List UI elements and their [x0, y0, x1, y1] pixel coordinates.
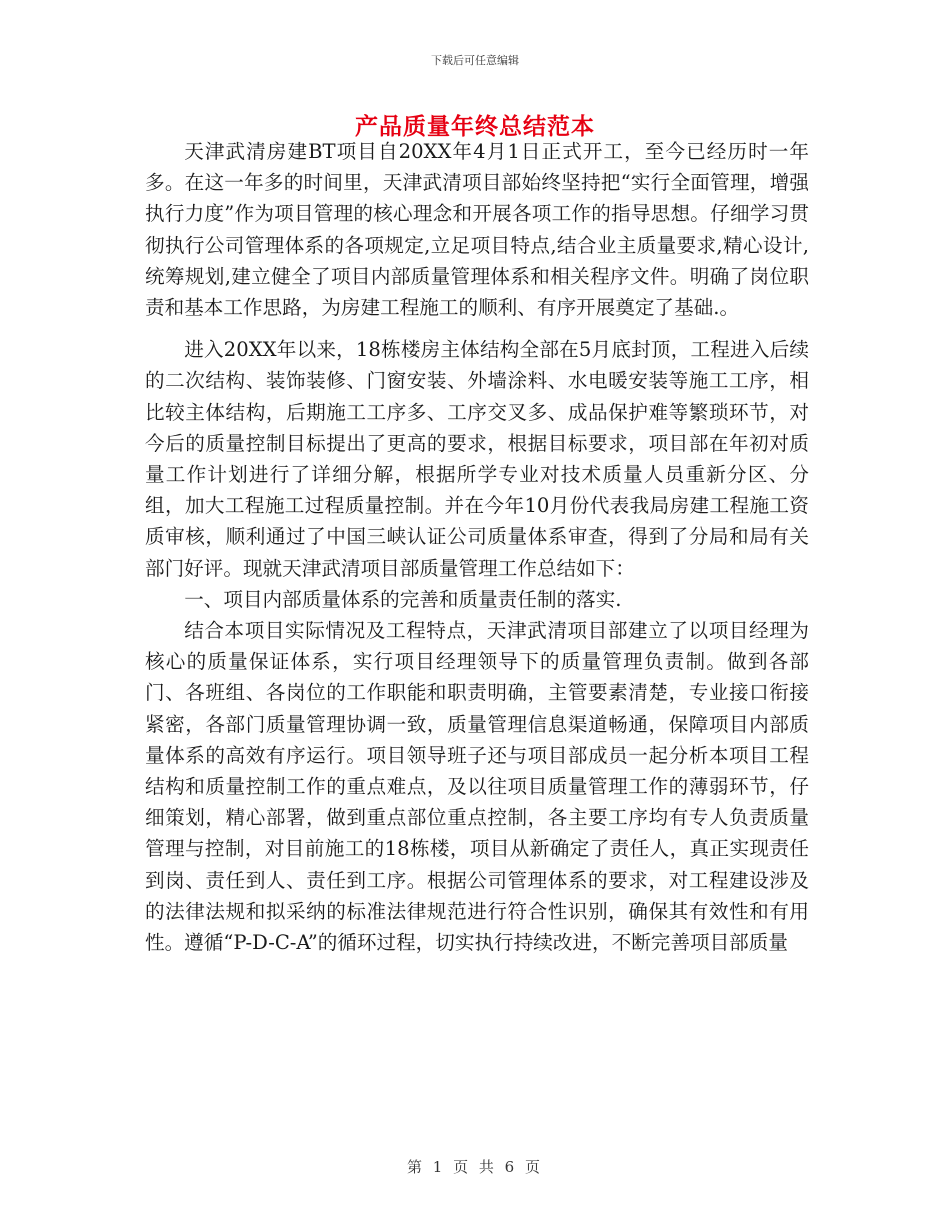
page-header: 下载后可任意编辑 [431, 54, 519, 67]
page-number: 第 1 页 共 6 页 [407, 1158, 543, 1176]
paragraph-progress: 进入20XX年以来，18栋楼房主体结构全部在5月底封顶，工程进入后续的二次结构、装饰装修、门窗安装、外墙涂料、水电暖安装等施工工序，相比较主体结构，后期施工工序多、工序交叉多、成品保护难等繁琐环节，对今后的质量控制目标提出了更高的要求，根据目标要求，项目部在年初对质量工作计划进行了详细分解，根据所学专业对技术质量人员重新分区、分组，加大工程施工过程质量控制。并在今年10月份代表我局房建工程施工资质审核，顺利通过了中国三峡认证公司质量体系审查，得到了分局和局有关部门好评。现就天津武清项目部质量管理工作总结如下： [145, 338, 809, 580]
document-title: 产品质量年终总结范本 [355, 113, 595, 140]
paragraph-quality-system: 结合本项目实际情况及工程特点，天津武清项目部建立了以项目经理为核心的质量保证体系，实行项目经理领导下的质量管理负责制。做到各部门、各班组、各岗位的工作职能和职责明确，主管要素清楚，专业接口衔接紧密，各部门质量管理协调一致，质量管理信息渠道畅通，保障项目内部质量体系的高效有序运行。项目领导班子还与项目部成员一起分析本项目工程结构和质量控制工作的重点难点，及以往项目质量管理工作的薄弱环节，仔细策划，精心部署，做到重点部位重点控制，各主要工序均有专人负责质量管理与控制，对目前施工的18栋楼，项目从新确定了责任人，真正实现责任到岗、责任到人、责任到工序。根据公司管理体系的要求，对工程建设涉及的法律法规和拟采纳的标准法律规范进行符合性识别，确保其有效性和有用性。遵循“P-D-C-A”的循环过程，切实执行持续改进，不断完善项目部质量 [145, 619, 809, 955]
paragraph-intro: 天津武清房建BT项目自20XX年4月1日正式开工，至今已经历时一年多。在这一年多的时间里，天津武清项目部始终坚持把“实行全面管理，增强执行力度”作为项目管理的核心理念和开展各项工作的指导思想。仔细学习贯彻执行公司管理体系的各项规定,立足项目特点,结合业主质量要求,精心设计,统筹规划,建立健全了项目内部质量管理体系和相关程序文件。明确了岗位职责和基本工作思路，为房建工程施工的顺利、有序开展奠定了基础.。 [145, 140, 809, 320]
document-body [145, 136, 809, 958]
section-heading-1: 一、项目内部质量体系的完善和质量责任制的落实. [184, 587, 622, 611]
